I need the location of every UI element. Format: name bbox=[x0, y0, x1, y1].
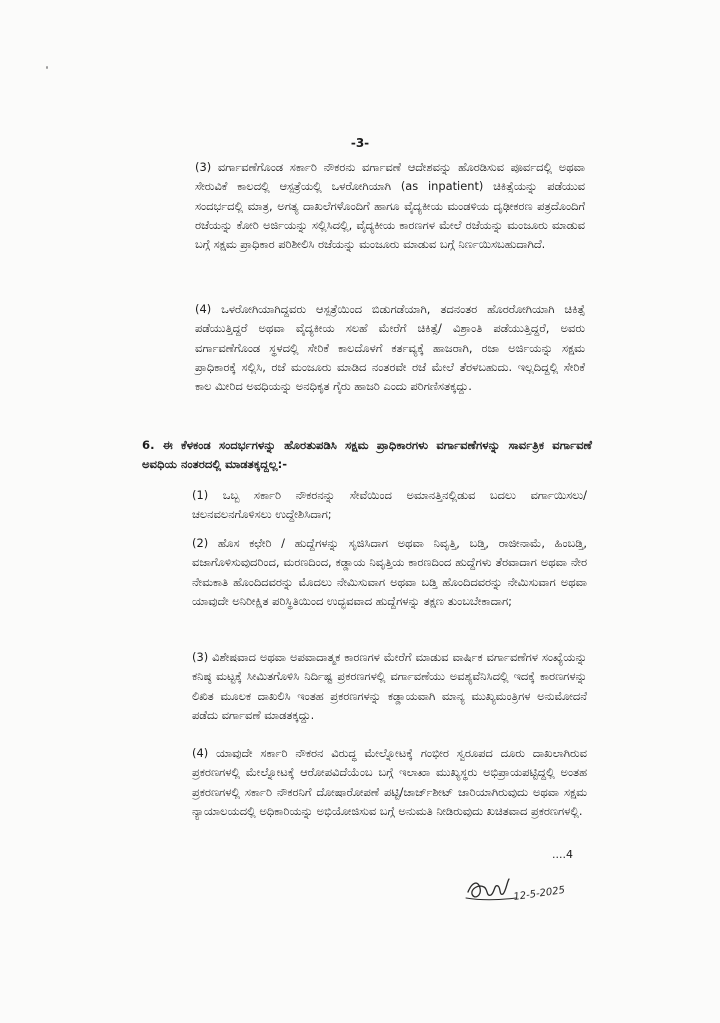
paragraph-lower-2: (2) ಹೊಸ ಕಛೇರಿ / ಹುದ್ದೆಗಳನ್ನು ಸೃಜಿಸಿದಾಗ ಅಥವಾ ನಿವೃತ್ತಿ, ಬಡ್ತಿ, ರಾಜೀನಾಮೆ, ಹಿಂಬಡ್ತಿ, ವಜಾಗೊಳಿಸುವುದರಿಂದ, ಮರಣದಿಂದ, ಕಡ್ಡಾಯ ನಿವೃತ್ತಿಯ ಕಾರಣದಿಂದ ಹುದ್ದೆಗಳು ತೆರವಾದಾಗ ಅಥವಾ ನೇರ ನೇಮಕಾತಿ ಹೊಂದಿದವರನ್ನು ಮೊದಲು ನೇಮಿಸುವಾಗ ಅಥವಾ ಬಡ್ತಿ ಹೊಂದಿದವರನ್ನು ನೇಮಿಸುವಾಗ ಅಥವಾ ಯಾವುದೇ ಅನಿರೀಕ್ಷಿತ ಪರಿಸ್ಥಿತಿಯಿಂದ ಉದ್ಭವವಾದ ಹುದ್ದೆಗಳನ್ನು ತಕ್ಷಣ ತುಂಬಬೇಕಾದಾಗ; bbox=[192, 536, 587, 608]
signature-date: 12-5-2025 bbox=[512, 884, 566, 903]
paragraph-upper-4: (4) ಒಳರೋಗಿಯಾಗಿದ್ದವರು ಆಸ್ಪತ್ರೆಯಿಂದ ಬಿಡುಗಡೆಯಾಗಿ, ತದನಂತರ ಹೊರರೋಗಿಯಾಗಿ ಚಿಕಿತ್ಸೆ ಪಡೆಯುತ್ತಿದ್ದರೆ ಅಥವಾ ವೈದ್ಯಕೀಯ ಸಲಹೆ ಮೇರೆಗೆ ಚಿಕಿತ್ಸೆ/ ವಿಶ್ರಾಂತಿ ಪಡೆಯುತ್ತಿದ್ದರೆ, ಅವರು ವರ್ಗಾವಣೆಗೊಂಡ ಸ್ಥಳದಲ್ಲಿ ಸೇರಿಕೆ ಕಾಲದೊಳಗೆ ಕರ್ತವ್ಯಕ್ಕೆ ಹಾಜರಾಗಿ, ರಜಾ ಅರ್ಜಿಯನ್ನು ಸಕ್ಷಮ ಪ್ರಾಧಿಕಾರಕ್ಕೆ ಸಲ್ಲಿಸಿ, ರಜೆ ಮಂಜೂರು ಮಾಡಿದ ನಂತರವೇ ರಜೆ ಮೇಲೆ ತೆರಳಬಹುದು. ಇಲ್ಲದಿದ್ದಲ್ಲಿ ಸೇರಿಕೆ ಕಾಲ ಮೀರಿದ ಅವಧಿಯನ್ನು ಅನಧಿಕೃತ ಗೈರು ಹಾಜರಿ ಎಂದು ಪರಿಗಣಿಸತಕ್ಕದ್ದು. bbox=[195, 302, 585, 394]
paragraph-upper-3: (3) ವರ್ಗಾವಣೆಗೊಂಡ ಸರ್ಕಾರಿ ನೌಕರನು ವರ್ಗಾವಣೆ ಆದೇಶವನ್ನು ಹೊರಡಿಸುವ ಪೂರ್ವದಲ್ಲಿ ಅಥವಾ ಸೇರುವಿಕೆ ಕಾಲದಲ್ಲಿ ಆಸ್ಪತ್ರೆಯಲ್ಲಿ ಒಳರೋಗಿಯಾಗಿ (as inpatient) ಚಿಕಿತ್ಸೆಯನ್ನು ಪಡೆಯುವ ಸಂದರ್ಭದಲ್ಲಿ ಮಾತ್ರ, ಅಗತ್ಯ ದಾಖಲೆಗಳೊಂದಿಗೆ ಹಾಗೂ ವೈದ್ಯಕೀಯ ಮಂಡಳಿಯ ದೃಢೀಕರಣ ಪತ್ರದೊಂದಿಗೆ ರಜೆಯನ್ನು ಕೋರಿ ಅರ್ಜಿಯನ್ನು ಸಲ್ಲಿಸಿದಲ್ಲಿ, ವೈದ್ಯಕೀಯ ಕಾರಣಗಳ ಮೇಲೆ ರಜೆಯನ್ನು ಮಂಜೂರು ಮಾಡುವ ಬಗ್ಗೆ ಸಕ್ಷಮ ಪ್ರಾಧಿಕಾರ ಪರಿಶೀಲಿಸಿ ರಜೆಯನ್ನು ಮಂಜೂರು ಮಾಡುವ ಬಗ್ಗೆ ನಿರ್ಣಯಿಸಬಹುದಾಗಿದೆ. bbox=[195, 160, 585, 252]
section-6-heading: 6. ಈ ಕೆಳಕಂಡ ಸಂದರ್ಭಗಳನ್ನು ಹೊರತುಪಡಿಸಿ ಸಕ್ಷಮ ಪ್ರಾಧಿಕಾರಗಳು ವರ್ಗಾವಣೆಗಳನ್ನು ಸಾರ್ವತ್ರಿಕ ವರ್ಗಾವಣೆ ಅವಧಿಯ ನಂತರದಲ್ಲಿ ಮಾಡತಕ್ಕದ್ದಲ್ಲ:- bbox=[142, 438, 592, 471]
paragraph-lower-1: (1) ಒಬ್ಬ ಸರ್ಕಾರಿ ನೌಕರನನ್ನು ಸೇವೆಯಿಂದ ಅಮಾನತ್ತಿನಲ್ಲಿಡುವ ಬದಲು ವರ್ಗಾಯಿಸಲು/ ಚಲನವಲನಗೊಳಿಸಲು ಉದ್ದೇಶಿಸಿದಾಗ; bbox=[192, 488, 587, 522]
continuation-marker: ....4 bbox=[552, 848, 573, 861]
scan-speck bbox=[46, 66, 48, 69]
paragraph-lower-4: (4) ಯಾವುದೇ ಸರ್ಕಾರಿ ನೌಕರನ ವಿರುದ್ಧ ಮೇಲ್ನೋಟಕ್ಕೆ ಗಂಭೀರ ಸ್ವರೂಪದ ದೂರು ದಾಖಲಾಗಿರುವ ಪ್ರಕರಣಗಳಲ್ಲಿ ಮೇಲ್ನೋಟಕ್ಕೆ ಆರೋಪವಿದೆಯೆಂಬ ಬಗ್ಗೆ ಇಲಾಖಾ ಮುಖ್ಯಸ್ಥರು ಅಭಿಪ್ರಾಯಪಟ್ಟಿದ್ದಲ್ಲಿ ಅಂತಹ ಪ್ರಕರಣಗಳಲ್ಲಿ ಸರ್ಕಾರಿ ನೌಕರನಿಗೆ ದೋಷಾರೋಪಣೆ ಪಟ್ಟಿ/ಚಾರ್ಜ್‌ಶೀಟ್ ಜಾರಿಯಾಗಿರುವುದು ಅಥವಾ ಸಕ್ಷಮ ನ್ಯಾಯಾಲಯದಲ್ಲಿ ಅಧಿಕಾರಿಯನ್ನು ಅಭಿಯೋಜಿಸುವ ಬಗ್ಗೆ ಅನುಮತಿ ನೀಡಿರುವುದು ಖಚಿತವಾದ ಪ್ರಕರಣಗಳಲ್ಲಿ. bbox=[192, 746, 587, 818]
page-number: -3- bbox=[350, 136, 370, 150]
signature-mark bbox=[462, 870, 582, 912]
paragraph-lower-3: (3) ವಿಶೇಷವಾದ ಅಥವಾ ಅಪವಾದಾತ್ಮಕ ಕಾರಣಗಳ ಮೇರೆಗೆ ಮಾಡುವ ವಾರ್ಷಿಕ ವರ್ಗಾವಣೆಗಳ ಸಂಖ್ಯೆಯನ್ನು ಕನಿಷ್ಠ ಮಟ್ಟಕ್ಕೆ ಸೀಮಿತಗೊಳಿಸಿ ನಿರ್ದಿಷ್ಟ ಪ್ರಕರಣಗಳಲ್ಲಿ ವರ್ಗಾವಣೆಯು ಅವಶ್ಯವೆನಿಸಿದಲ್ಲಿ ಇದಕ್ಕೆ ಕಾರಣಗಳನ್ನು ಲಿಖಿತ ಮೂಲಕ ದಾಖಲಿಸಿ ಇಂತಹ ಪ್ರಕರಣಗಳನ್ನು ಕಡ್ಡಾಯವಾಗಿ ಮಾನ್ಯ ಮುಖ್ಯಮಂತ್ರಿಗಳ ಅನುಮೋದನೆ ಪಡೆದು ವರ್ಗಾವಣೆ ಮಾಡತಕ್ಕದ್ದು. bbox=[192, 650, 587, 722]
